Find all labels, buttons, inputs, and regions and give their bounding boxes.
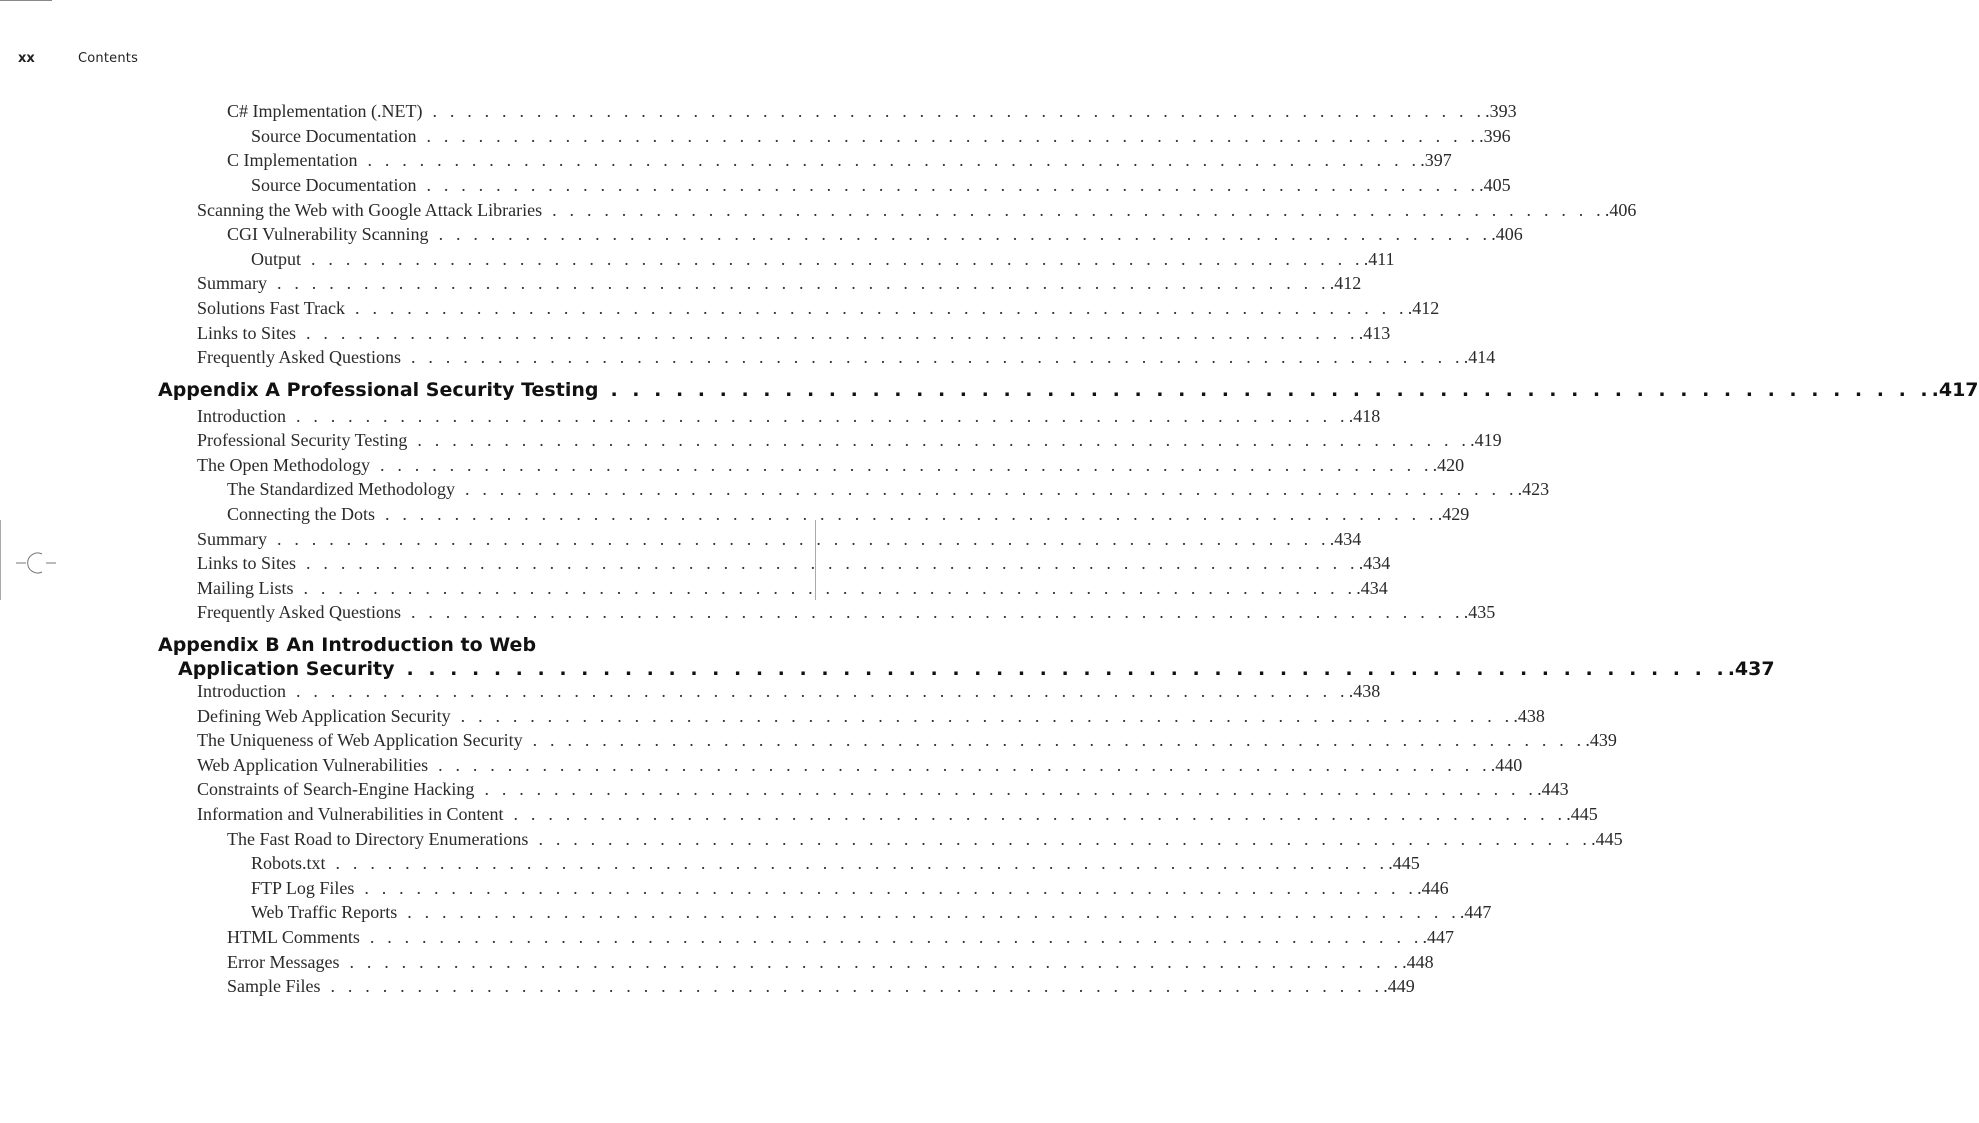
toc-entry[interactable]: Constraints of Search-Engine Hacking . . . . . . . . . . . . . . . . . . . . . . . . . . . . . . . . . . . . . . . . . . . . . . . . . . . . . . . . . . . . . .443 xyxy=(197,779,1569,799)
toc-entry[interactable]: Solutions Fast Track . . . . . . . . . . . . . . . . . . . . . . . . . . . . . . . . . . . . . . . . . . . . . . . . . . . . . . . . . . . . . .412 xyxy=(197,298,1440,318)
toc-entry[interactable]: Output . . . . . . . . . . . . . . . . . . . . . . . . . . . . . . . . . . . . . . . . . . . . . . . . . . . . . . . . . . . . . .411 xyxy=(251,249,1395,269)
appendix-a-heading[interactable]: Appendix A Professional Security Testing . . . . . . . . . . . . . . . . . . . . . . . . . . . . . . . . . . . . . . . . . . . . . . . . . . . . . . . . . . . . . .417 xyxy=(158,379,1979,401)
toc-entry[interactable]: Connecting the Dots . . . . . . . . . . . . . . . . . . . . . . . . . . . . . . . . . . . . . . . . . . . . . . . . . . . . . . . . . . . . . .429 xyxy=(227,504,1470,524)
toc-entry[interactable]: Defining Web Application Security . . . . . . . . . . . . . . . . . . . . . . . . . . . . . . . . . . . . . . . . . . . . . . . . . . . . . . . . . . . . . .438 xyxy=(197,706,1545,726)
crop-tick-left xyxy=(0,520,1,600)
toc-entry[interactable]: Source Documentation . . . . . . . . . . . . . . . . . . . . . . . . . . . . . . . . . . . . . . . . . . . . . . . . . . . . . . . . . . . . . .405 xyxy=(251,175,1511,195)
page-number: xx xyxy=(18,51,35,66)
toc-entry[interactable]: Frequently Asked Questions . . . . . . . . . . . . . . . . . . . . . . . . . . . . . . . . . . . . . . . . . . . . . . . . . . . . . . . . . . . . . .414 xyxy=(197,347,1496,367)
toc-entry[interactable]: Summary . . . . . . . . . . . . . . . . . . . . . . . . . . . . . . . . . . . . . . . . . . . . . . . . . . . . . . . . . . . . . .434 xyxy=(197,529,1362,549)
toc-entry[interactable]: C# Implementation (.NET) . . . . . . . . . . . . . . . . . . . . . . . . . . . . . . . . . . . . . . . . . . . . . . . . . . . . . . . . . . . . . .393 xyxy=(227,101,1517,121)
toc-entry[interactable]: Web Traffic Reports . . . . . . . . . . . . . . . . . . . . . . . . . . . . . . . . . . . . . . . . . . . . . . . . . . . . . . . . . . . . . .447 xyxy=(251,902,1492,922)
toc-entry[interactable]: The Standardized Methodology . . . . . . . . . . . . . . . . . . . . . . . . . . . . . . . . . . . . . . . . . . . . . . . . . . . . . . . . . . . . . .423 xyxy=(227,479,1550,499)
toc-entry[interactable]: The Uniqueness of Web Application Security . . . . . . . . . . . . . . . . . . . . . . . . . . . . . . . . . . . . . . . . . . . . . . . . . . . . . . . . . . . . . .439 xyxy=(197,730,1617,750)
top-rule xyxy=(0,0,52,1)
toc-entry[interactable]: Scanning the Web with Google Attack Libraries . . . . . . . . . . . . . . . . . . . . . . . . . . . . . . . . . . . . . . . . . . . . . . . . . . . . . . . . . . . . . .406 xyxy=(197,200,1637,220)
toc-entry[interactable]: The Open Methodology . . . . . . . . . . . . . . . . . . . . . . . . . . . . . . . . . . . . . . . . . . . . . . . . . . . . . . . . . . . . . .420 xyxy=(197,455,1465,475)
toc-entry[interactable]: Information and Vulnerabilities in Content . . . . . . . . . . . . . . . . . . . . . . . . . . . . . . . . . . . . . . . . . . . . . . . . . . . . . . . . . . . . . .445 xyxy=(197,804,1598,824)
toc-entry[interactable]: Frequently Asked Questions . . . . . . . . . . . . . . . . . . . . . . . . . . . . . . . . . . . . . . . . . . . . . . . . . . . . . . . . . . . . . .435 xyxy=(197,602,1496,622)
toc-entry[interactable]: Links to Sites . . . . . . . . . . . . . . . . . . . . . . . . . . . . . . . . . . . . . . . . . . . . . . . . . . . . . . . . . . . . . .413 xyxy=(197,323,1391,343)
toc-entry[interactable]: Mailing Lists . . . . . . . . . . . . . . . . . . . . . . . . . . . . . . . . . . . . . . . . . . . . . . . . . . . . . . . . . . . . . .434 xyxy=(197,578,1388,598)
toc-entry[interactable]: Robots.txt . . . . . . . . . . . . . . . . . . . . . . . . . . . . . . . . . . . . . . . . . . . . . . . . . . . . . . . . . . . . . .445 xyxy=(251,853,1420,873)
toc-entry[interactable]: C Implementation . . . . . . . . . . . . . . . . . . . . . . . . . . . . . . . . . . . . . . . . . . . . . . . . . . . . . . . . . . . . . .397 xyxy=(227,150,1452,170)
toc-entry[interactable]: Links to Sites . . . . . . . . . . . . . . . . . . . . . . . . . . . . . . . . . . . . . . . . . . . . . . . . . . . . . . . . . . . . . .434 xyxy=(197,553,1391,573)
toc-entry[interactable]: Source Documentation . . . . . . . . . . . . . . . . . . . . . . . . . . . . . . . . . . . . . . . . . . . . . . . . . . . . . . . . . . . . . .396 xyxy=(251,126,1511,146)
toc-entry[interactable]: Web Application Vulnerabilities . . . . . . . . . . . . . . . . . . . . . . . . . . . . . . . . . . . . . . . . . . . . . . . . . . . . . . . . . . . . . .440 xyxy=(197,755,1523,775)
toc-entry[interactable]: CGI Vulnerability Scanning . . . . . . . . . . . . . . . . . . . . . . . . . . . . . . . . . . . . . . . . . . . . . . . . . . . . . . . . . . . . . .406 xyxy=(227,224,1523,244)
toc-entry[interactable]: Sample Files . . . . . . . . . . . . . . . . . . . . . . . . . . . . . . . . . . . . . . . . . . . . . . . . . . . . . . . . . . . . . .449 xyxy=(227,976,1415,996)
running-title: Contents xyxy=(78,51,139,66)
toc-entry[interactable]: FTP Log Files . . . . . . . . . . . . . . . . . . . . . . . . . . . . . . . . . . . . . . . . . . . . . . . . . . . . . . . . . . . . . .446 xyxy=(251,878,1449,898)
toc-entry[interactable]: Summary . . . . . . . . . . . . . . . . . . . . . . . . . . . . . . . . . . . . . . . . . . . . . . . . . . . . . . . . . . . . . .412 xyxy=(197,273,1362,293)
registration-mark-icon xyxy=(16,548,56,578)
toc-entry[interactable]: The Fast Road to Directory Enumerations . . . . . . . . . . . . . . . . . . . . . . . . . . . . . . . . . . . . . . . . . . . . . . . . . . . . . . . . . . . . . .445 xyxy=(227,829,1623,849)
toc-entry[interactable]: HTML Comments . . . . . . . . . . . . . . . . . . . . . . . . . . . . . . . . . . . . . . . . . . . . . . . . . . . . . . . . . . . . . .447 xyxy=(227,927,1455,947)
toc-entry[interactable]: Error Messages . . . . . . . . . . . . . . . . . . . . . . . . . . . . . . . . . . . . . . . . . . . . . . . . . . . . . . . . . . . . . .448 xyxy=(227,952,1434,972)
toc-entry[interactable]: Introduction . . . . . . . . . . . . . . . . . . . . . . . . . . . . . . . . . . . . . . . . . . . . . . . . . . . . . . . . . . . . . .418 xyxy=(197,406,1381,426)
toc-entry[interactable]: Professional Security Testing . . . . . . . . . . . . . . . . . . . . . . . . . . . . . . . . . . . . . . . . . . . . . . . . . . . . . . . . . . . . . .419 xyxy=(197,430,1502,450)
appendix-b-heading[interactable]: Appendix B An Introduction to Web Application Security . . . . . . . . . . . . . . . . . . . . . . . . . . . . . . . . . . . . . . . . . . . . . . . . . . . . . . . . . . . . . .437 xyxy=(158,634,1775,680)
toc-entry[interactable]: Introduction . . . . . . . . . . . . . . . . . . . . . . . . . . . . . . . . . . . . . . . . . . . . . . . . . . . . . . . . . . . . . .438 xyxy=(197,681,1381,701)
